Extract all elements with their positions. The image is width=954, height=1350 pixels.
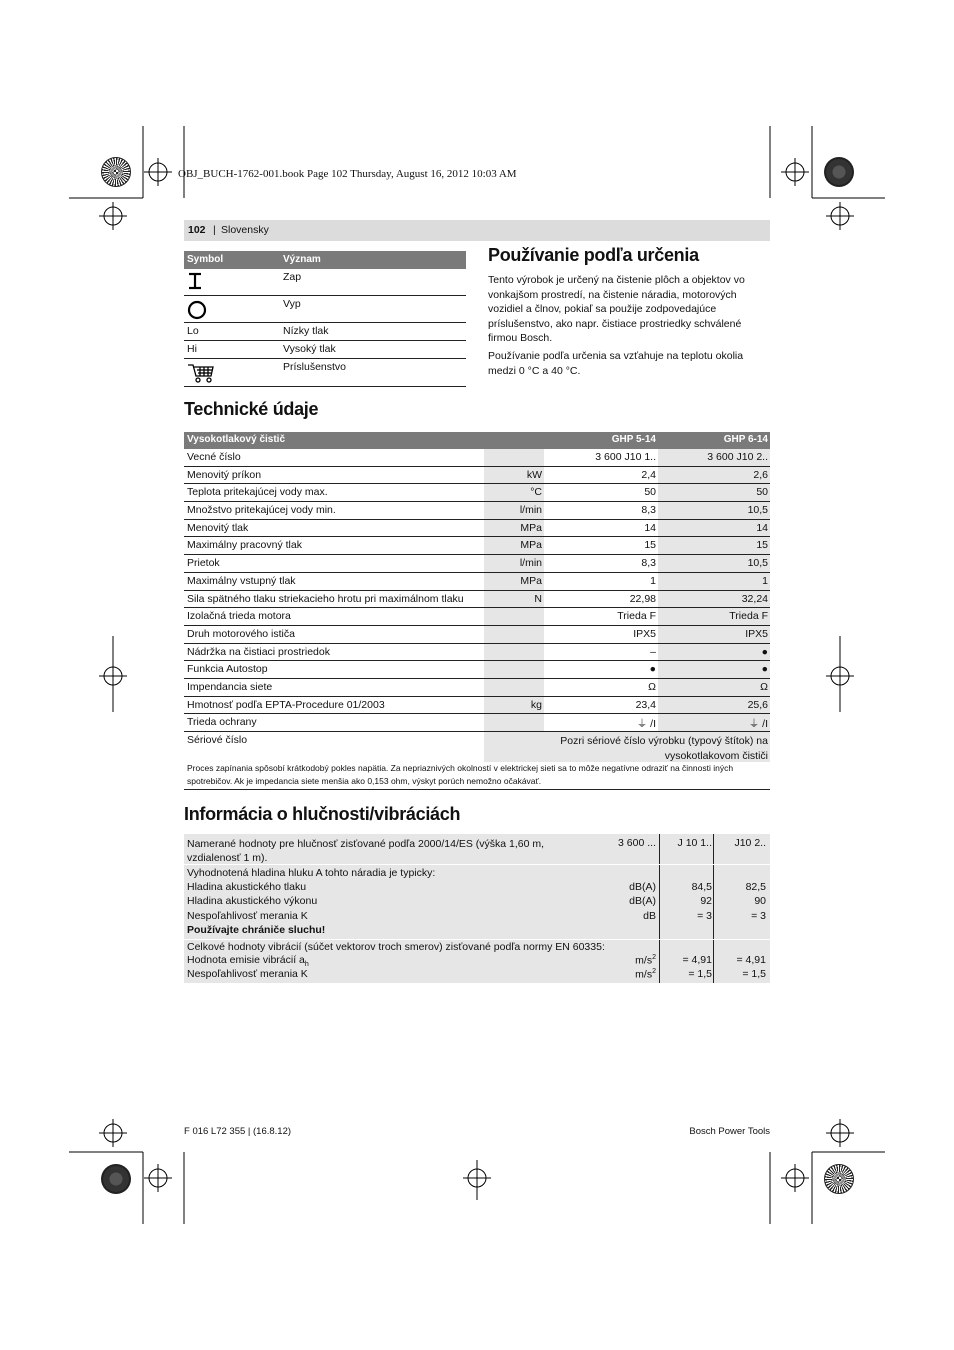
row-value-model1: 14	[644, 521, 656, 534]
page-separator: |	[213, 224, 216, 236]
row-label: Trieda ochrany	[187, 716, 257, 729]
row-value-model1: –	[650, 645, 656, 658]
intended-use-paragraph: Tento výrobok je určený na čistenie plôch a objektov vo vonkajšom prostredí, na čistenie náradia, motorových vozidiel a člnov, pokiaľ sa použije zodpovedajúce príslušenstvo, ako napr. čistiace prostriedky schválené firmou Bosch.	[488, 274, 745, 344]
row-unit: l/min	[519, 504, 542, 517]
file-header: OBJ_BUCH-1762-001.book Page 102 Thursday, August 16, 2012 10:03 AM	[178, 168, 517, 180]
footer-right: Bosch Power Tools	[689, 1126, 770, 1137]
hearing-protection-warning: Používajte chrániče sluchu!	[187, 924, 326, 936]
symbol-table-header	[184, 251, 466, 269]
technical-data-row	[184, 484, 770, 502]
vibration-row-value1	[688, 968, 712, 980]
sound-row-unit: dB(A)	[629, 881, 656, 893]
noise-col1: J 10 1..	[677, 837, 712, 849]
symbol-row	[184, 269, 466, 296]
technical-data-row	[184, 661, 770, 679]
row-value-model1: 22,98	[629, 592, 656, 605]
page-header-bar	[184, 220, 770, 241]
sound-row-value2: = 3	[751, 909, 766, 922]
technical-data-row	[184, 591, 770, 609]
row-value-model1: 50	[644, 486, 656, 499]
vibration-intro: Celkové hodnoty vibrácií (súčet vektorov troch smerov) zisťované podľa normy EN 60335:	[187, 941, 605, 953]
technical-data-row	[184, 537, 770, 555]
row-value-model2: Ω	[760, 680, 768, 693]
serial-row	[184, 732, 770, 762]
row-value-model1: 2,4	[641, 468, 656, 481]
row-value-model2: 32,24	[741, 592, 768, 605]
symbol-row	[184, 323, 466, 341]
noise-heading: Informácia o hlučnosti/vibráciách	[184, 804, 461, 824]
noise-article-col: 3 600 ...	[618, 837, 656, 849]
vibration-label-text: Nespoľahlivosť merania K	[187, 968, 308, 981]
row-value-model2: IPX5	[745, 627, 768, 640]
vibration-value2: = 1,5	[742, 968, 766, 981]
vibration-row-label	[187, 954, 309, 968]
sound-row-value2: 90	[754, 895, 766, 908]
footer-left: F 016 L72 355 | (16.8.12)	[184, 1126, 292, 1137]
row-unit: MPa	[520, 521, 542, 534]
symbol-row	[184, 341, 466, 359]
symbol-row	[184, 296, 466, 323]
row-value-model2: 1	[762, 574, 768, 587]
row-value-model2: ⏚ /I	[748, 718, 768, 731]
technical-data-row	[184, 608, 770, 626]
row-label: Sila spätného tlaku striekacieho hrotu pri maximálnom tlaku	[187, 592, 464, 605]
row-unit: l/min	[519, 557, 542, 570]
row-unit: kg	[530, 698, 542, 711]
vibration-row-unit	[635, 968, 656, 981]
symbol-meaning: Príslušenstvo	[283, 361, 347, 373]
technical-data-row	[184, 644, 770, 662]
on-symbol-icon	[187, 272, 203, 293]
technical-data-row	[184, 555, 770, 573]
vibration-value1: = 4,91	[682, 954, 712, 966]
row-label: Nádržka na čistiaci prostriedok	[187, 645, 330, 658]
vibration-unit-text: m/s	[635, 954, 653, 967]
vibration-row-value1	[683, 954, 713, 966]
vibration-row-value2	[742, 968, 766, 980]
row-label: Funkcia Autostop	[187, 663, 268, 676]
row-value-model2: 10,5	[747, 504, 768, 517]
row-label: Teplota pritekajúcej vody max.	[187, 486, 328, 499]
vibration-value2: = 4,91	[736, 954, 766, 966]
noise-table	[184, 834, 770, 983]
sound-row-label: Hladina akustického výkonu	[187, 895, 318, 908]
row-unit: N	[534, 592, 542, 605]
row-label: Impendancia siete	[187, 680, 273, 693]
row-unit: kW	[526, 468, 542, 481]
vibration-row-label	[187, 968, 308, 982]
row-value-model1: 8,3	[641, 557, 656, 570]
row-unit: MPa	[520, 539, 542, 552]
technical-data-row	[184, 714, 770, 732]
sound-row-value1: = 3	[697, 909, 712, 922]
symbol-table	[184, 251, 466, 387]
technical-note: Proces zapínania spôsobí krátkodobý pokles napätia. Za nepriaznivých okolností v elektrickej sieti sa to môže negatívne odraziť na činnosti iných spotrebičov. Ak je impedancia siete menšia ako 0,153 ohm, výskyt porúch nemožno očakávať.	[184, 762, 770, 790]
technical-data-row	[184, 520, 770, 538]
row-unit: MPa	[520, 574, 542, 587]
sound-row-unit: dB	[643, 909, 656, 922]
row-value-model1: Ω	[648, 680, 656, 693]
model1-header: GHP 5-14	[611, 434, 656, 445]
row-label: Hmotnosť podľa EPTA-Procedure 01/2003	[187, 698, 385, 711]
row-unit: °C	[530, 486, 542, 499]
row-value-model2: Trieda F	[729, 610, 768, 623]
sound-row-value1: 84,5	[691, 881, 712, 893]
row-label: Množstvo pritekajúcej vody min.	[187, 504, 336, 517]
sound-row-value1: 92	[700, 895, 712, 908]
row-label: Vecné číslo	[187, 451, 241, 463]
row-value-model2: 3 600 J10 2..	[707, 451, 768, 463]
vibration-label-text: Hodnota emisie vibrácií a	[187, 954, 305, 966]
row-value-model1: 3 600 J10 1..	[595, 451, 656, 463]
vibration-value1: = 1,5	[688, 968, 712, 981]
technical-data-table	[184, 432, 770, 762]
symbol-row	[184, 359, 466, 387]
row-value-model1: 23,4	[635, 698, 656, 711]
page-number: 102	[188, 224, 206, 236]
row-value-model2: ●	[761, 663, 768, 676]
symbol-meaning: Vyp	[283, 298, 301, 310]
technical-data-row	[184, 467, 770, 485]
vibration-row-unit	[635, 954, 656, 967]
sound-row-label: Hladina akustického tlaku	[187, 881, 307, 893]
sound-row-value2: 82,5	[745, 881, 766, 893]
vibration-row-value2	[737, 954, 767, 966]
vibration-unit-sup: 2	[652, 968, 656, 976]
accessory-cart-icon	[187, 362, 215, 387]
product-header: Vysokotlakový čistič	[187, 434, 286, 445]
row-label: Menovitý príkon	[187, 468, 262, 481]
row-value-model2: ●	[761, 645, 768, 658]
technical-data-row	[184, 449, 770, 467]
vibration-unit-text: m/s	[635, 968, 653, 981]
serial-value-line2: vysokotlakovom čističi	[664, 749, 768, 762]
noise-intro: Namerané hodnoty pre hlučnosť zisťované podľa 2000/14/ES (výška 1,60 m, vzdialenosť 1 m).	[187, 838, 545, 864]
sound-row-label: Nespoľahlivosť merania K	[187, 909, 308, 922]
symbol-meaning: Nízky tlak	[283, 325, 329, 337]
technical-data-row	[184, 502, 770, 520]
technical-data-row	[184, 679, 770, 697]
model2-header: GHP 6-14	[723, 434, 768, 445]
row-label: Prietok	[187, 557, 220, 570]
technical-data-header	[184, 432, 770, 449]
sound-row-unit: dB(A)	[629, 895, 656, 908]
symbol-text: Lo	[187, 325, 199, 337]
technical-data-heading: Technické údaje	[184, 399, 319, 419]
row-value-model2: 15	[756, 539, 768, 552]
row-value-model2: 14	[756, 521, 768, 534]
symbol-meaning: Zap	[283, 271, 302, 283]
row-label: Izolačná trieda motora	[187, 610, 291, 623]
symbol-meaning: Vysoký tlak	[283, 343, 336, 355]
row-value-model1: 8,3	[641, 504, 656, 517]
noise-col2: J10 2..	[734, 837, 766, 849]
serial-value-line1: Pozri sériové číslo výrobku (typový štítok) na	[560, 735, 768, 747]
row-label: Druh motorového ističa	[187, 627, 295, 640]
vibration-label-sub: h	[304, 961, 309, 969]
technical-data-row	[184, 626, 770, 644]
technical-data-row	[184, 573, 770, 591]
row-value-model1: 15	[644, 539, 656, 552]
sound-intro: Vyhodnotená hladina hluku A tohto náradia je typicky:	[187, 867, 436, 879]
row-value-model1: ●	[649, 663, 656, 676]
row-value-model2: 10,5	[747, 557, 768, 570]
row-value-model2: 25,6	[747, 698, 768, 711]
meaning-header: Význam	[283, 254, 321, 265]
page-language: Slovensky	[221, 224, 269, 236]
off-symbol-icon	[187, 300, 207, 323]
row-value-model2: 2,6	[753, 468, 768, 481]
serial-value	[508, 734, 768, 763]
intended-use-heading: Používanie podľa určenia	[488, 245, 699, 265]
serial-label: Sériové číslo	[187, 734, 248, 746]
row-value-model2: 50	[756, 486, 768, 499]
vibration-unit-sup: 2	[652, 954, 656, 961]
row-value-model1: 1	[650, 574, 656, 587]
row-value-model1: Trieda F	[617, 610, 656, 623]
row-value-model1: ⏚ /I	[636, 718, 656, 731]
row-label: Maximálny vstupný tlak	[187, 574, 296, 587]
row-label: Menovitý tlak	[187, 521, 249, 534]
intended-use-paragraph: Používanie podľa určenia sa vzťahuje na teplotu okolia medzi 0 °C a 40 °C.	[488, 350, 744, 377]
technical-data-row	[184, 697, 770, 715]
symbol-text: Hi	[187, 343, 197, 355]
row-label: Maximálny pracovný tlak	[187, 539, 302, 552]
symbol-header: Symbol	[187, 254, 224, 265]
row-value-model1: IPX5	[633, 627, 656, 640]
